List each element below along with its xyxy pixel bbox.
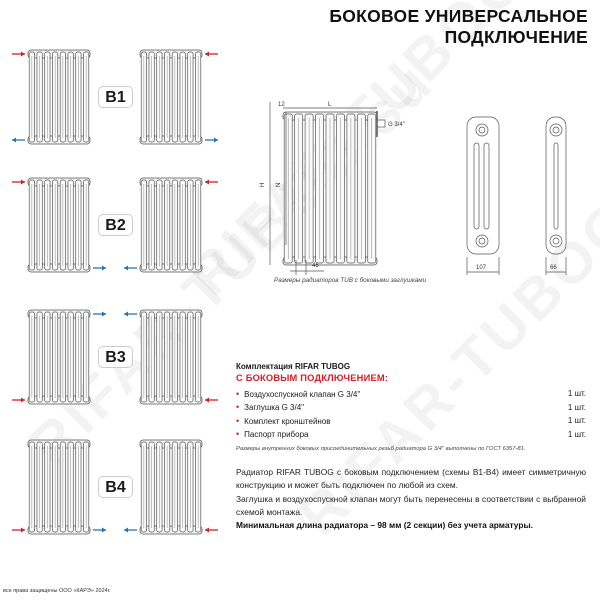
bullet-icon: • <box>236 402 240 413</box>
description-p2: Заглушка и воздухоспускной клапан могут быть перенесены в соответствии с выбранной схемой монтажа. <box>236 493 586 517</box>
scheme-badge: B1 <box>98 86 133 108</box>
return-arrow-icon <box>93 312 106 317</box>
supply-arrow-icon <box>12 52 25 57</box>
radiator-icon <box>28 178 90 272</box>
radiator-icon <box>28 440 90 534</box>
return-arrow-icon <box>12 138 25 143</box>
kit-item-name: Заглушка G 3/4'' <box>244 403 305 413</box>
dim-pitch-label: 46 <box>312 263 319 269</box>
page-title <box>329 6 588 48</box>
depth-3col-label: 107 <box>476 265 487 271</box>
return-arrow-icon <box>93 266 106 271</box>
radiator-icon <box>140 440 202 534</box>
kit-note: Размеры внутренних боковых присоединительных резьб радиатора G 3/4'' выполнены по ГОСТ 6357-81. <box>236 446 526 452</box>
copyright: все права защищены ООО «КАРЭ» 2024г. <box>3 588 111 594</box>
scheme-badge: B2 <box>98 214 133 236</box>
supply-arrow-icon <box>12 528 25 533</box>
radiator-side-view-3-column <box>467 117 499 275</box>
kit-item-qty: 1 шт. <box>567 416 586 426</box>
scheme-badge: B3 <box>98 346 133 368</box>
description <box>236 466 586 532</box>
supply-arrow-icon <box>205 180 218 185</box>
dim-offset-label: 12 <box>278 102 285 108</box>
radiator-icon <box>140 310 202 404</box>
scheme-b1 <box>0 48 232 158</box>
kit-item <box>236 387 586 401</box>
kit-item <box>236 428 586 442</box>
kit-item-name: Комплект кронштейнов <box>244 416 331 426</box>
radiator-icon <box>28 310 90 404</box>
title-line-2: ПОДКЛЮЧЕНИЕ <box>444 27 588 47</box>
thread-label: G 3/4'' <box>388 122 405 128</box>
min-length-note: Минимальная длина радиатора – 98 мм (2 секции) без учета арматуры. <box>236 520 533 531</box>
kit-item-name: Воздухоспускной клапан G 3/4'' <box>244 389 361 399</box>
description-p3 <box>236 519 586 532</box>
supply-arrow-icon <box>205 528 218 533</box>
scheme-badge: B4 <box>98 476 133 498</box>
radiator-icon <box>28 50 90 144</box>
radiator-icon <box>140 50 202 144</box>
supply-arrow-icon <box>205 398 218 403</box>
dimension-drawing <box>250 95 600 285</box>
return-arrow-icon <box>205 138 218 143</box>
drawing-caption: Размеры радиаторов TUB с боковыми заглушками <box>274 277 427 284</box>
return-arrow-icon <box>124 312 137 317</box>
title-line-1: БОКОВОЕ УНИВЕРСАЛЬНОЕ <box>329 6 588 26</box>
kit-subheading: С БОКОВЫМ ПОДКЛЮЧЕНИЕМ: <box>236 373 389 383</box>
scheme-b3 <box>0 308 232 418</box>
kit-item-qty: 1 шт. <box>567 389 586 399</box>
scheme-b2 <box>0 176 232 286</box>
return-arrow-icon <box>124 528 137 533</box>
radiator-side-view-2-column <box>546 117 566 275</box>
kit-item-qty: 1 шт. <box>567 402 586 412</box>
kit-section <box>236 362 586 452</box>
description-p1: Радиатор RIFAR TUBOG с боковым подключением (схемы B1-B4) имеет симметричную конструкцию и может быть подключен по любой из схем. <box>236 467 586 491</box>
kit-list <box>236 387 586 441</box>
kit-item <box>236 401 586 415</box>
radiator-icon <box>140 178 202 272</box>
dim-height-label: H <box>260 182 266 187</box>
dim-length-label: L <box>328 102 332 108</box>
supply-arrow-icon <box>12 398 25 403</box>
kit-item-name: Паспорт прибора <box>244 430 309 440</box>
return-arrow-icon <box>124 266 137 271</box>
kit-item <box>236 414 586 428</box>
radiator-front-view <box>283 112 377 265</box>
scheme-b4 <box>0 438 232 548</box>
depth-2col-label: 66 <box>550 265 557 271</box>
supply-arrow-icon <box>12 180 25 185</box>
return-arrow-icon <box>93 528 106 533</box>
kit-item-qty: 1 шт. <box>567 429 586 439</box>
bullet-icon: • <box>236 388 240 399</box>
dim-axis-label: N <box>276 182 282 187</box>
kit-heading: Комплектация RIFAR TUBOG <box>236 362 351 371</box>
bullet-icon: • <box>236 415 240 426</box>
bullet-icon: • <box>236 429 240 440</box>
supply-arrow-icon <box>205 52 218 57</box>
